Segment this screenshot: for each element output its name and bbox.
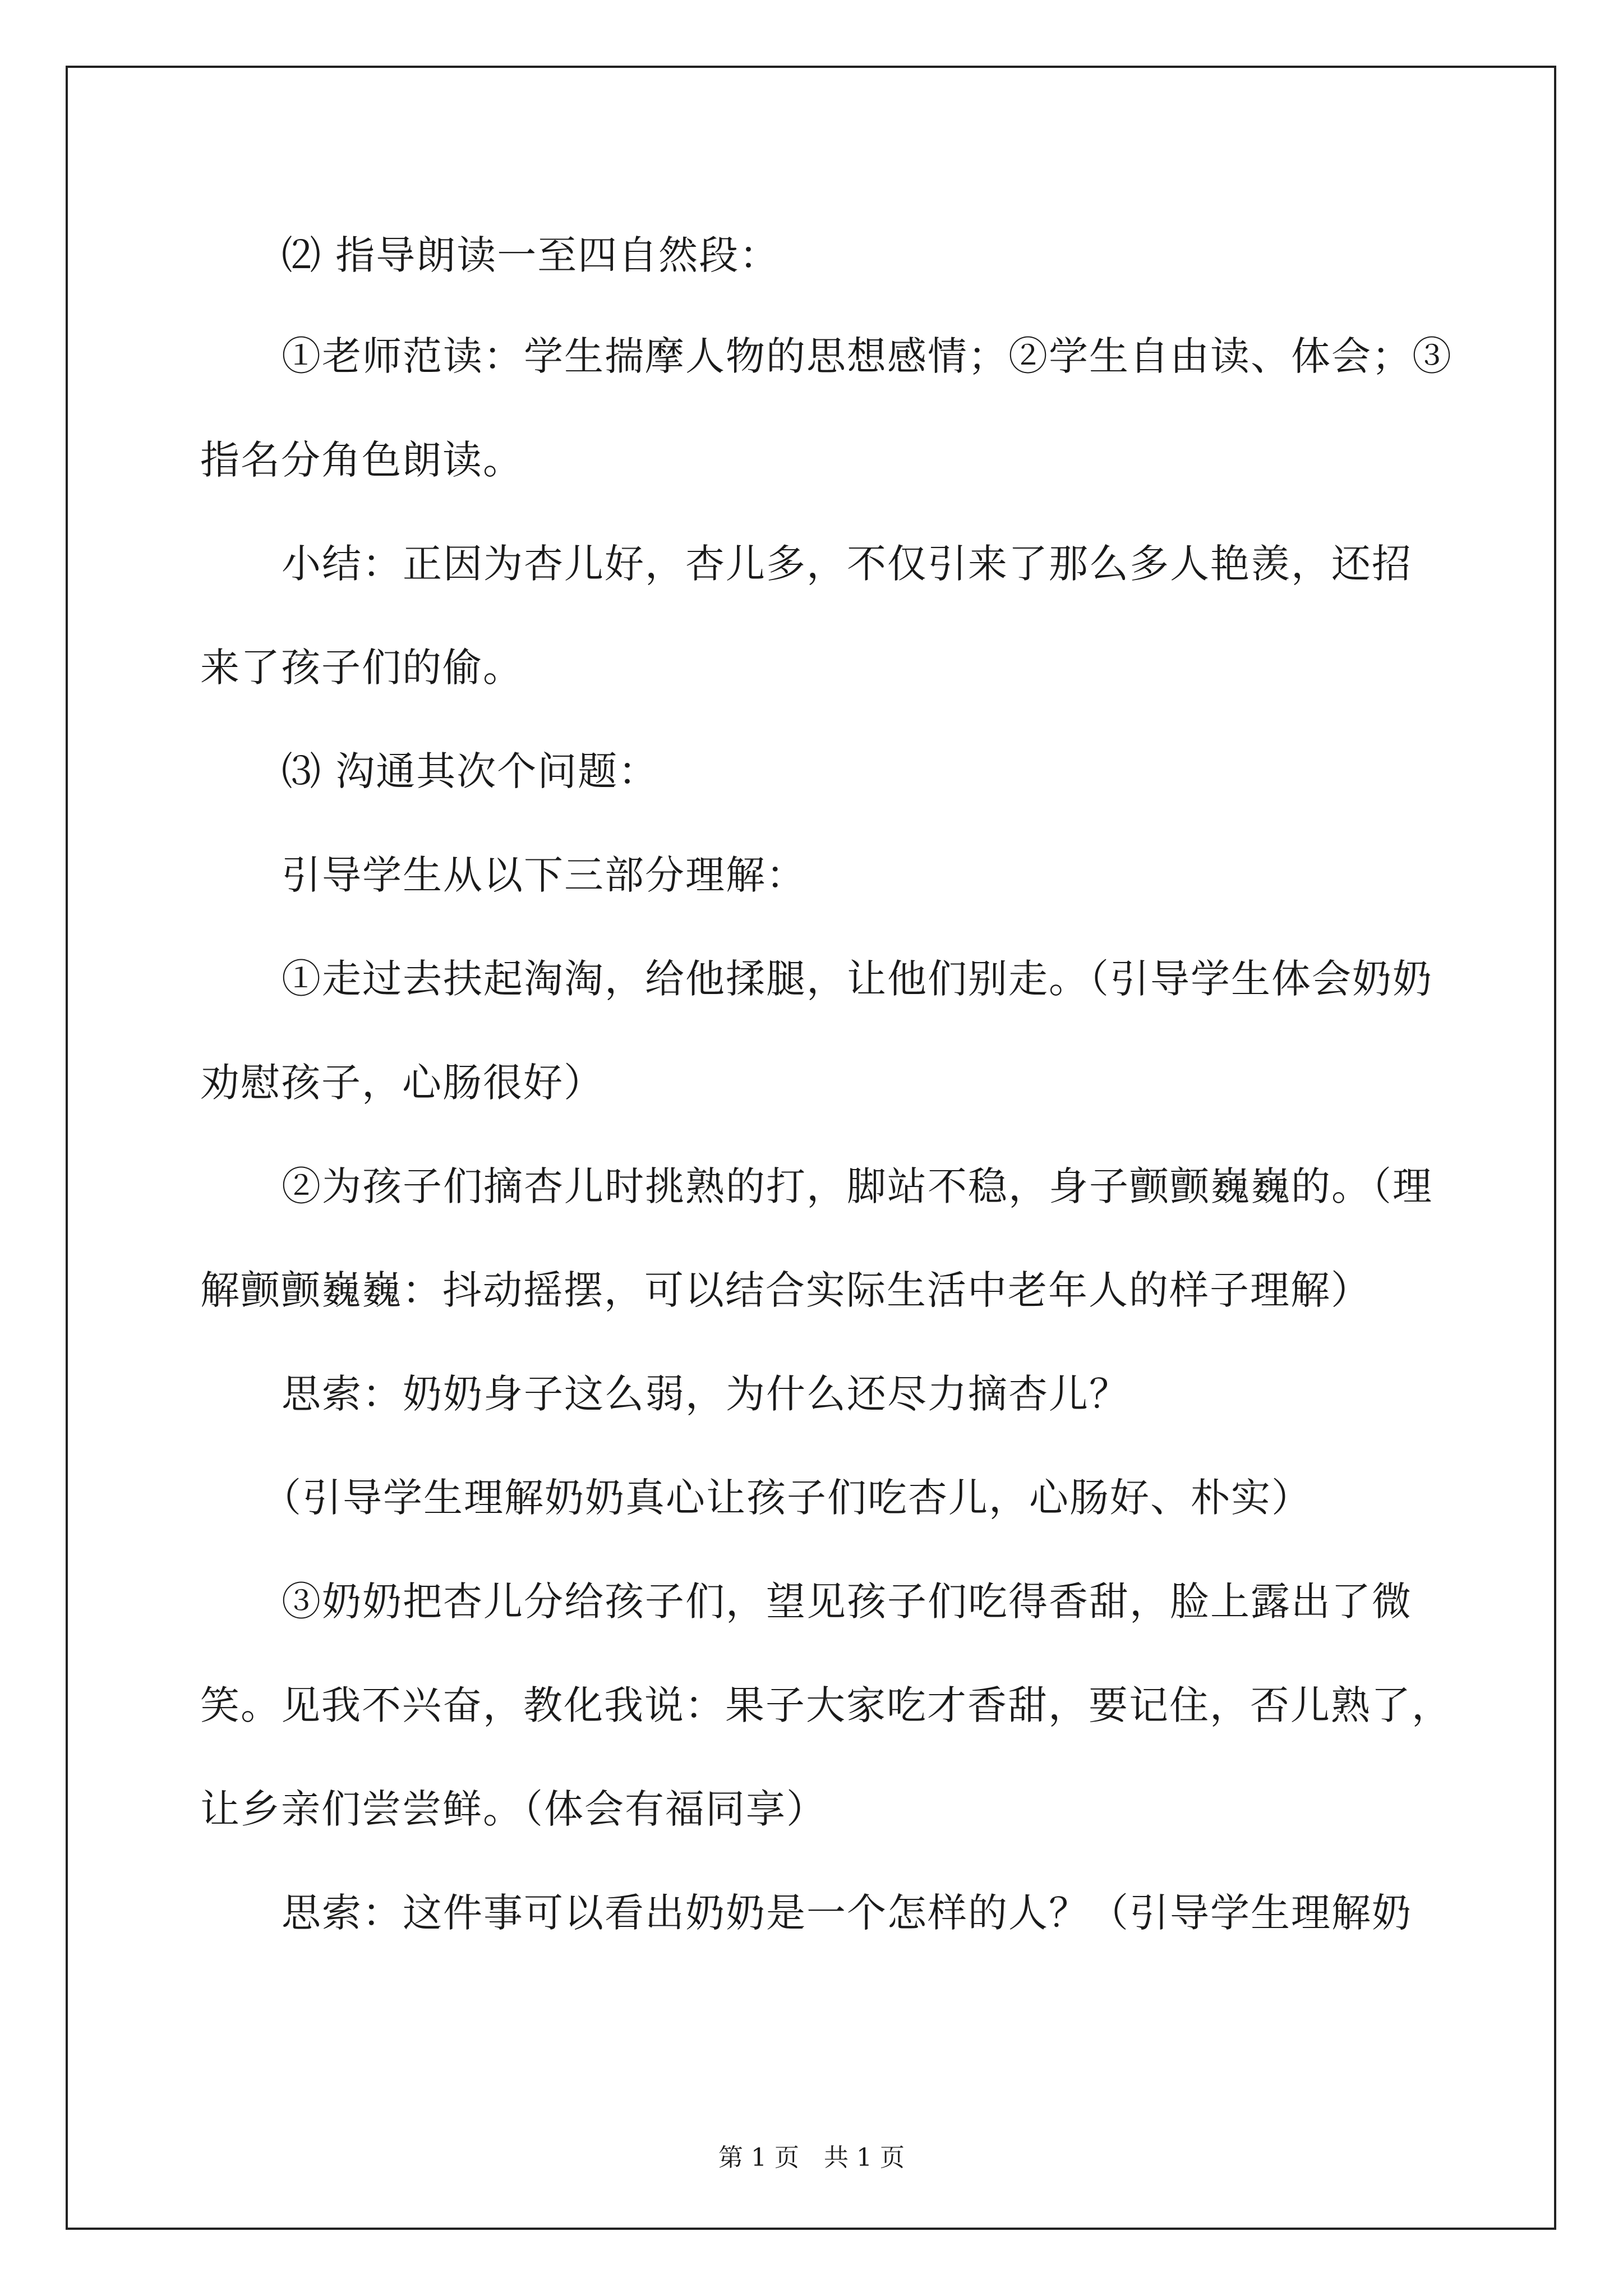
text-line: 笑。见我不兴奋，教化我说：果子大家吃才香甜，要记住，否儿熟了， — [200, 1682, 1452, 1728]
text-line: ③奶奶把杏儿分给孩子们，望见孩子们吃得香甜，脸上露出了微 — [282, 1579, 1412, 1625]
text-line: 解颤颤巍巍：抖动摇摆，可以结合实际生活中老年人的样子理解） — [200, 1267, 1371, 1313]
text-line: 让乡亲们尝尝鲜。（体会有福同享） — [200, 1786, 827, 1832]
text-line: 引导学生从以下三部分理解： — [282, 852, 806, 898]
text-line: （引导学生理解奶奶真心让孩子们吃杏儿，心肠好、朴实） — [262, 1475, 1312, 1521]
text-line: 指名分角色朗读。 — [200, 437, 523, 483]
text-line: 小结：正因为杏儿好，杏儿多，不仅引来了那么多人艳羡，还招 — [282, 541, 1412, 587]
text-line: ②为孩子们摘杏儿时挑熟的打，脚站不稳，身子颤颤巍巍的。（理 — [282, 1163, 1433, 1209]
text-line: ⑶ 沟通其次个问题： — [282, 748, 659, 794]
text-line: 来了孩子们的偷。 — [200, 645, 523, 691]
text-line: 思索：奶奶身子这么弱，为什么还尽力摘杏儿？ — [282, 1371, 1129, 1417]
text-line: ①走过去扶起淘淘，给他揉腿，让他们别走。（引导学生体会奶奶 — [282, 956, 1433, 1002]
text-line: 思索：这件事可以看出奶奶是一个怎样的人？（引导学生理解奶 — [282, 1890, 1412, 1936]
text-line: ①老师范读：学生揣摩人物的思想感情；②学生自由读、体会；③ — [282, 333, 1453, 379]
page-number-footer: 第 1 页 共 1 页 — [718, 2143, 905, 2172]
text-line: 劝慰孩子，心肠很好） — [200, 1060, 604, 1106]
text-line: ⑵ 指导朗读一至四自然段： — [282, 232, 780, 278]
